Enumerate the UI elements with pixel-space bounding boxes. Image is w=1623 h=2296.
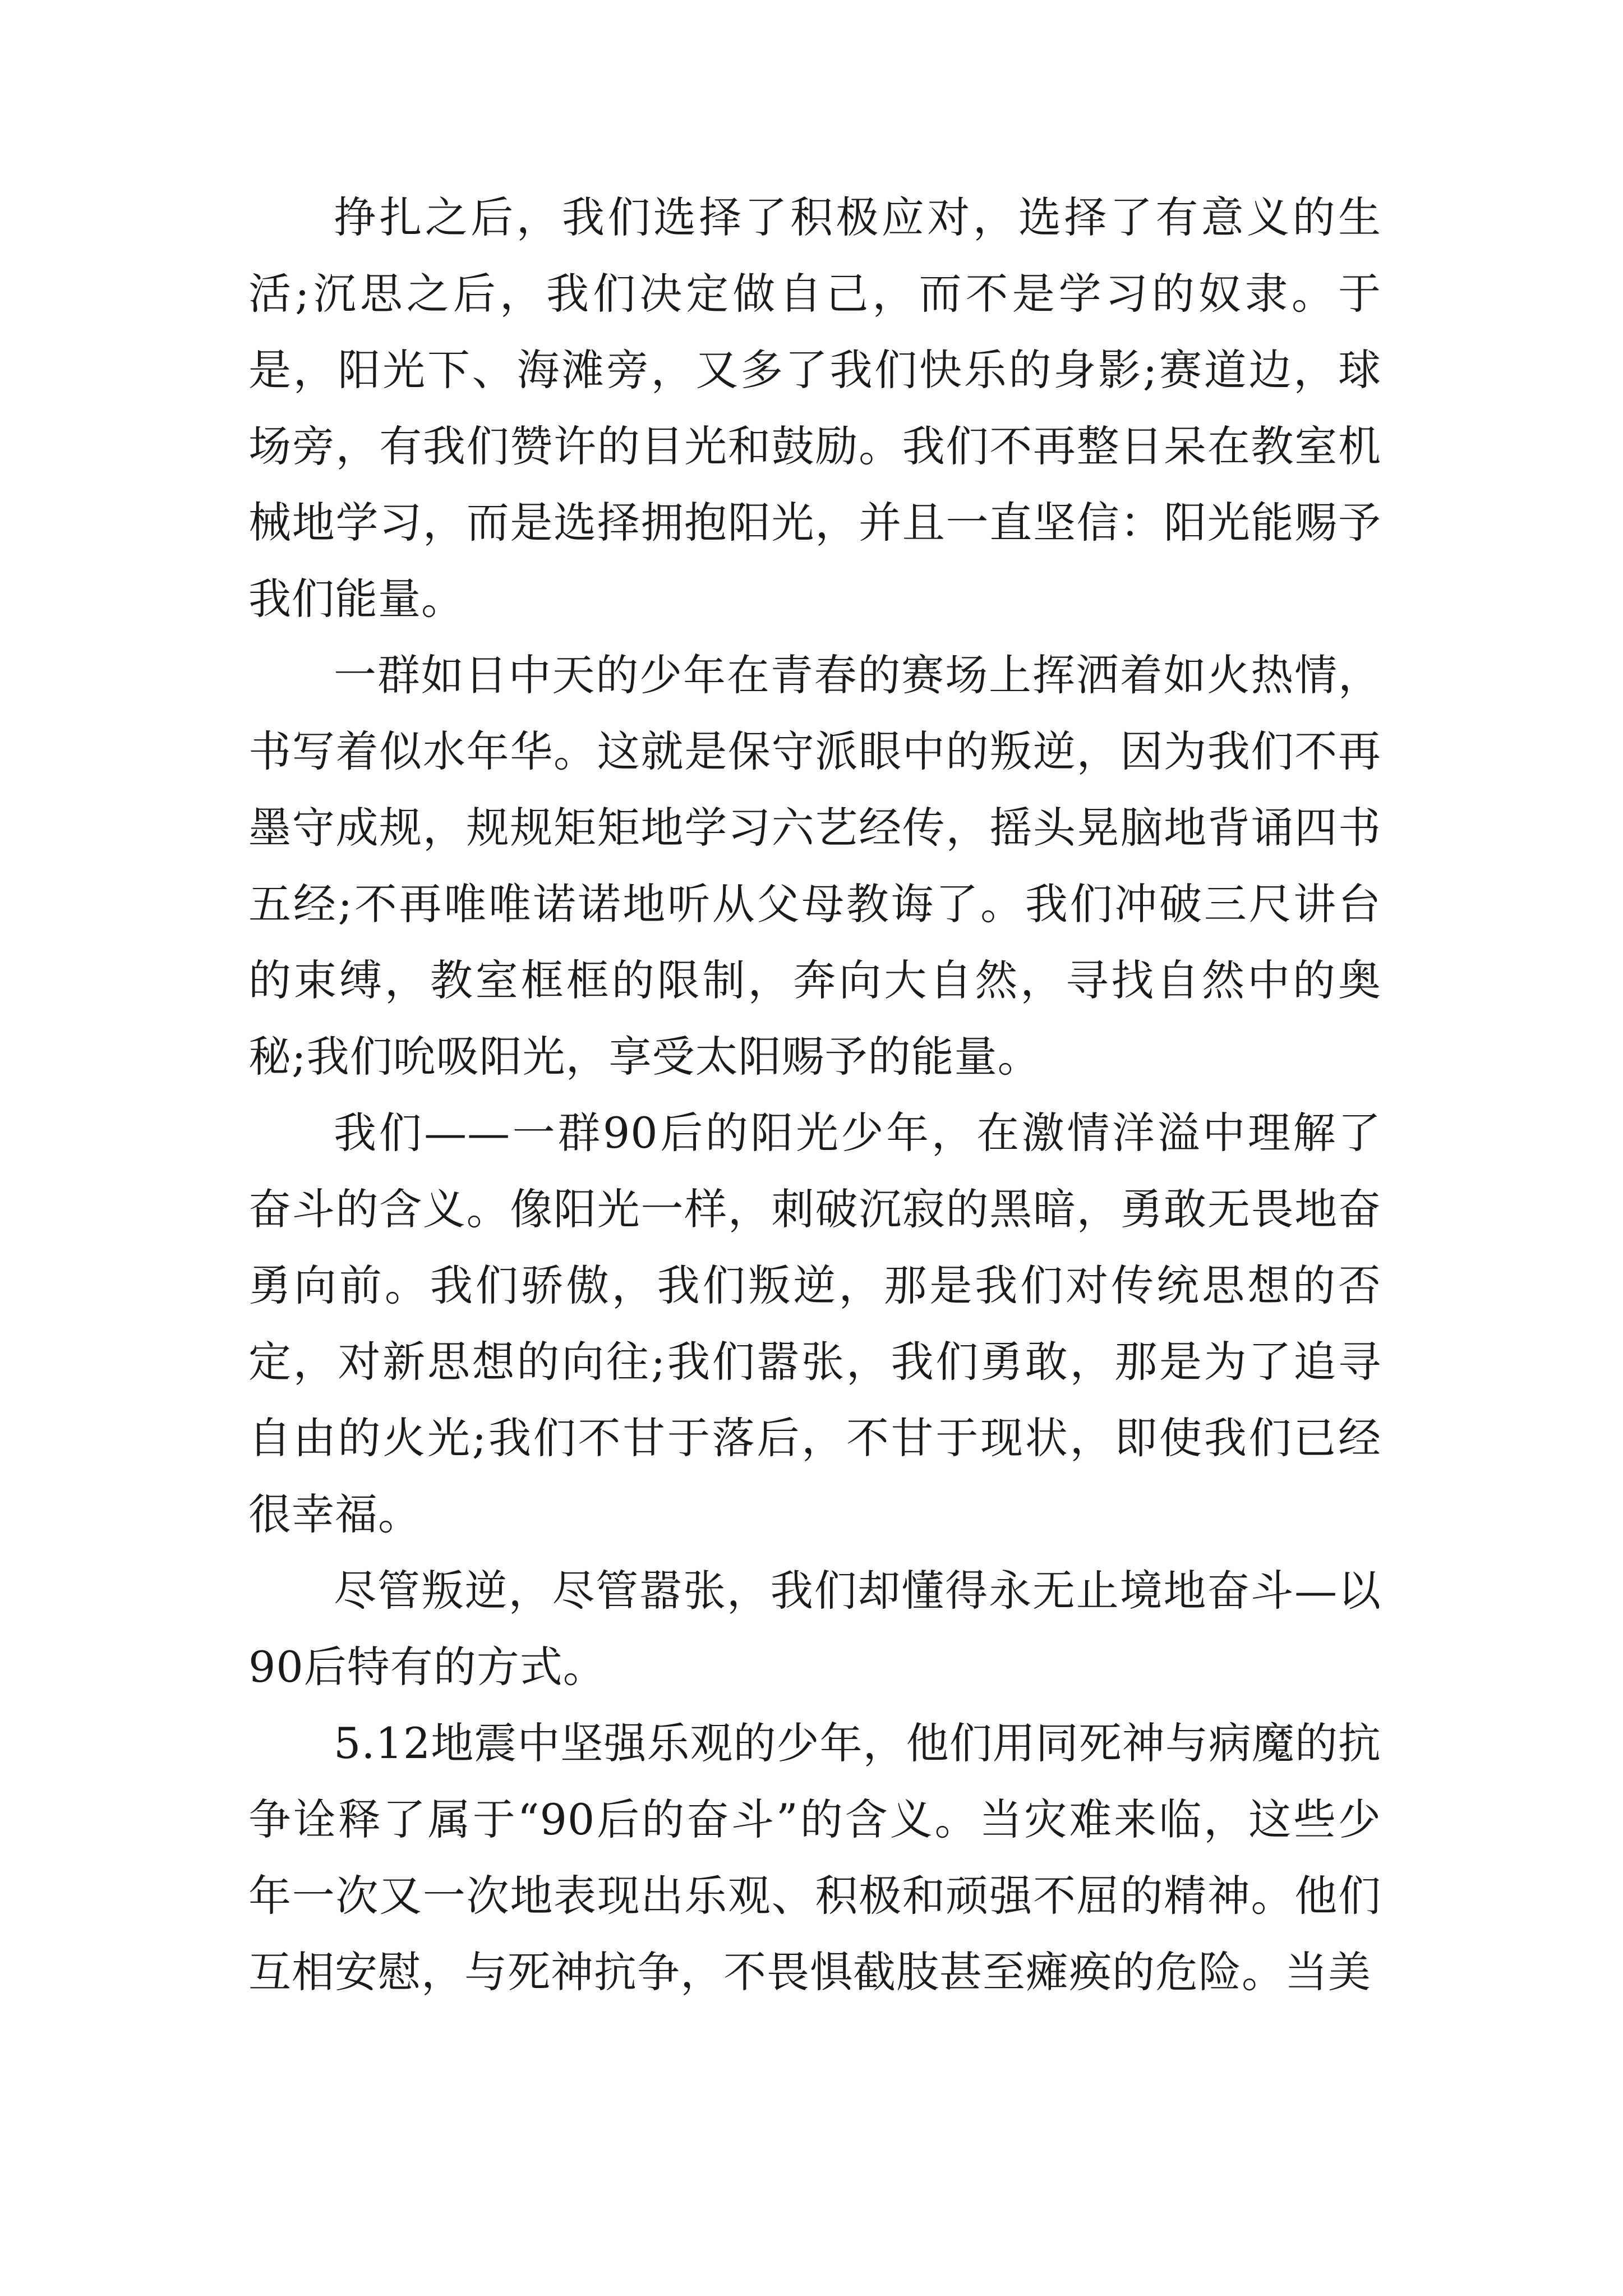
- paragraph-2: 一群如日中天的少年在青春的赛场上挥洒着如火热情，书写着似水年华。这就是保守派眼中的叛逆，因为我们不再墨守成规，规规矩矩地学习六艺经传，摇头晃脑地背诵四书五经;不再唯唯诺诺地听从父母教诲了。我们冲破三尺讲台的束缚，教室框框的限制，奔向大自然，寻找自然中的奥秘;我们吮吸阳光，享受太阳赐予的能量。: [248, 650, 1381, 1082]
- paragraph-1: 挣扎之后，我们选择了积极应对，选择了有意义的生活;沉思之后，我们决定做自己，而不是学习的奴隶。于是，阳光下、海滩旁，又多了我们快乐的身影;赛道边，球场旁，有我们赞许的目光和鼓励。我们不再整日呆在教室机械地学习，而是选择拥抱阳光，并且一直坚信：阳光能赐予我们能量。: [248, 192, 1381, 624]
- document-body: [248, 180, 1381, 2010]
- paragraph-4: 尽管叛逆，尽管嚣张，我们却懂得永无止境地奋斗—以90后特有的方式。: [248, 1566, 1381, 1692]
- paragraph-5: 5.12地震中坚强乐观的少年，他们用同死神与病魔的抗争诠释了属于“90后的奋斗”的含义。当灾难来临，这些少年一次又一次地表现出乐观、积极和顽强不屈的精神。他们互相安慰，与死神抗争，不畏惧截肢甚至瘫痪的危险。当美: [248, 1718, 1381, 1997]
- paragraph-3: 我们——一群90后的阳光少年，在激情洋溢中理解了奋斗的含义。像阳光一样，刺破沉寂的黑暗，勇敢无畏地奋勇向前。我们骄傲，我们叛逆，那是我们对传统思想的否定，对新思想的向往;我们嚣张，我们勇敢，那是为了追寻自由的火光;我们不甘于落后，不甘于现状，即使我们已经很幸福。: [248, 1108, 1381, 1539]
